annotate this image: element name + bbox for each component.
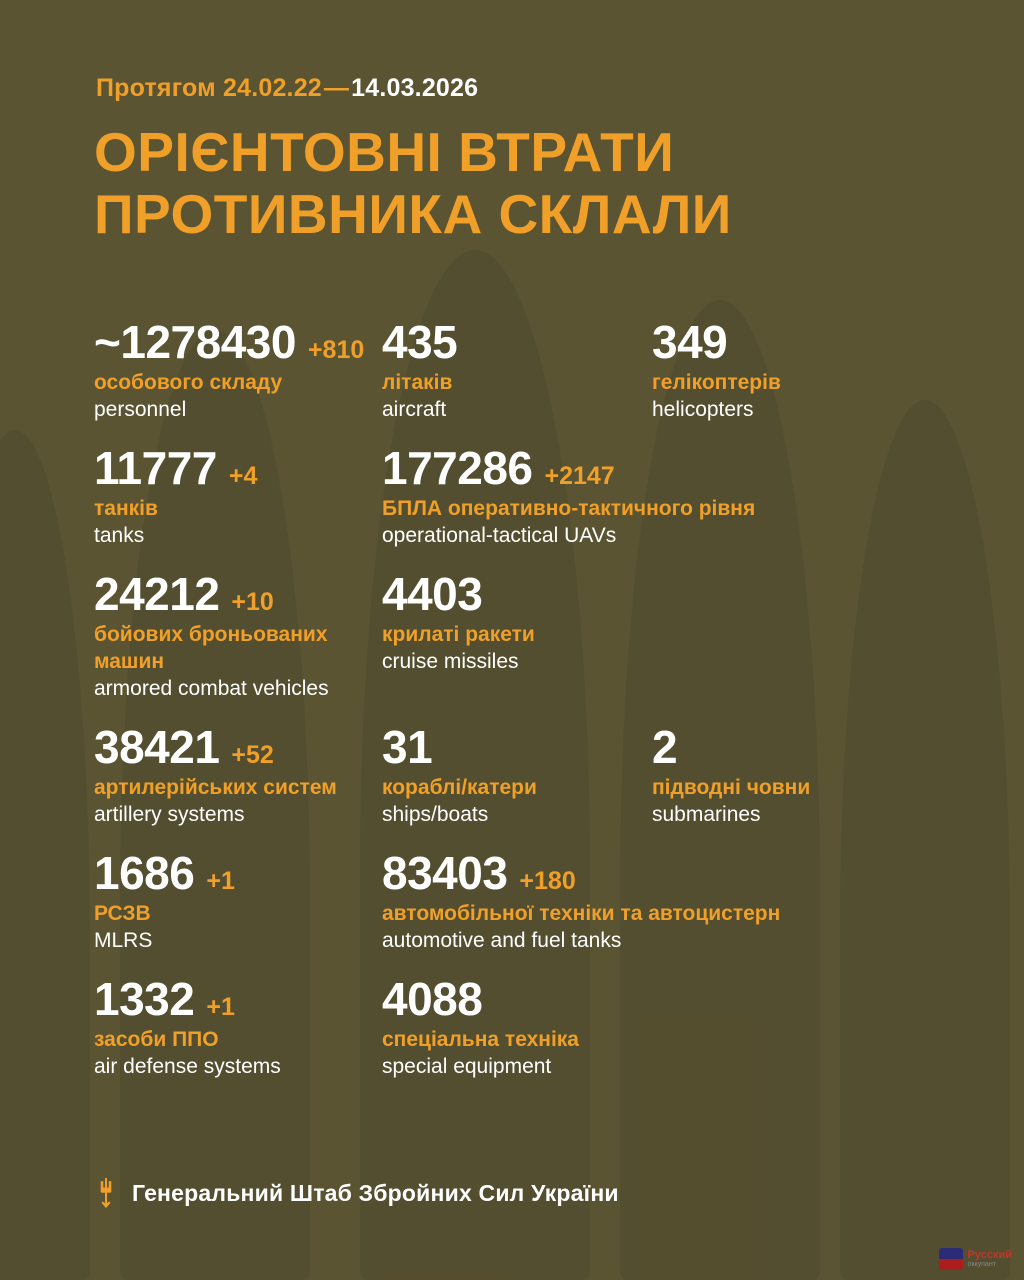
stat-value: 177286 <box>382 442 533 495</box>
stat-armored <box>0 570 382 703</box>
footer-text: Генеральний Штаб Збройних Сил України <box>132 1179 619 1206</box>
stats-row <box>0 570 1024 703</box>
period-end: 14.03.2026 <box>351 74 479 102</box>
stats-row <box>0 723 1024 829</box>
stat-label-ua: засоби ППО <box>94 1028 219 1052</box>
title-line-1: ОРІЄНТОВНІ ВТРАТИ <box>94 121 675 183</box>
stat-delta: +52 <box>231 741 274 770</box>
footer <box>96 1178 619 1208</box>
stat-label-ua: особового складу <box>94 371 283 395</box>
watermark-subtitle: оккупант <box>967 1261 996 1269</box>
stat-label-ua: підводні човни <box>652 776 811 800</box>
stat-submarines <box>652 723 924 829</box>
stat-value: 1686 <box>94 847 195 900</box>
stat-label-en: ships/boats <box>382 803 489 827</box>
stat-value: ~1278430 <box>94 316 296 368</box>
stat-artillery <box>0 723 382 829</box>
title-line-2: ПРОТИВНИКА СКЛАЛИ <box>94 182 732 245</box>
stat-delta: +180 <box>519 867 576 896</box>
stat-label-en: MLRS <box>94 929 153 953</box>
stat-label-en: aircraft <box>382 398 447 422</box>
trident-icon <box>96 1178 116 1208</box>
stat-delta: +2147 <box>544 462 615 491</box>
stat-value: 83403 <box>382 847 508 900</box>
stat-label-en: cruise missiles <box>382 650 519 674</box>
stats-row <box>0 318 1024 424</box>
stat-delta: +1 <box>206 993 235 1022</box>
stat-value: 1332 <box>94 973 195 1026</box>
stat-delta: +810 <box>307 336 365 364</box>
stat-air-defense <box>0 975 382 1081</box>
stats-grid <box>0 318 1024 1101</box>
stat-tanks <box>0 444 382 550</box>
stat-label-ua: БПЛА оперативно-тактичного рівня <box>382 497 756 521</box>
stat-label-en: personnel <box>94 398 187 422</box>
stat-delta: +4 <box>228 462 258 491</box>
stat-value: 4403 <box>382 568 483 621</box>
stat-mlrs <box>0 849 382 955</box>
stat-label-ua: спеціальна техніка <box>382 1028 579 1052</box>
stat-label-ua: бойових броньованих машин <box>94 623 328 674</box>
stat-label-en: automotive and fuel tanks <box>382 929 622 953</box>
stat-value: 38421 <box>94 721 220 774</box>
period-start: Протягом 24.02.22 <box>96 74 322 102</box>
stat-label-ua: гелікоптерів <box>652 371 781 395</box>
stat-value: 435 <box>382 316 458 368</box>
stat-ships <box>382 723 652 829</box>
stat-label-en: artillery systems <box>94 803 245 827</box>
stat-cruise-missiles <box>382 570 942 676</box>
stat-aircraft <box>382 318 652 424</box>
stat-delta: +10 <box>231 588 274 617</box>
stat-helicopters <box>652 318 924 424</box>
stat-label-en: operational-tactical UAVs <box>382 524 617 548</box>
stat-label-en: helicopters <box>652 398 754 422</box>
stat-label-ua: РСЗВ <box>94 902 151 926</box>
page-title <box>94 122 732 245</box>
stat-value: 4088 <box>382 973 483 1026</box>
stat-label-ua: кораблі/катери <box>382 776 537 800</box>
stat-uavs <box>382 444 942 550</box>
period-dash: — <box>323 74 350 102</box>
watermark-badge-icon <box>939 1248 963 1270</box>
stat-delta: +1 <box>206 867 235 896</box>
watermark-title-text: Русский <box>967 1248 1012 1261</box>
period-line <box>96 74 478 103</box>
watermark-title <box>968 1250 1012 1269</box>
stat-special-equipment <box>382 975 942 1081</box>
stat-label-en: tanks <box>94 524 145 548</box>
stat-label-en: special equipment <box>382 1055 552 1079</box>
watermark <box>939 1248 1012 1270</box>
stat-label-ua: літаків <box>382 371 453 395</box>
stat-label-ua: автомобільної техніки та автоцистерн <box>382 902 781 926</box>
stat-value: 2 <box>652 721 678 774</box>
stat-value: 349 <box>652 316 728 368</box>
stat-value: 24212 <box>94 568 220 621</box>
stat-label-en: submarines <box>652 803 761 827</box>
stat-automotive <box>382 849 942 955</box>
stats-row <box>0 444 1024 550</box>
stat-label-ua: танків <box>94 497 158 521</box>
stat-value: 31 <box>382 721 433 774</box>
stats-row <box>0 849 1024 955</box>
stat-value: 11777 <box>94 442 217 495</box>
stat-label-ua: крилаті ракети <box>382 623 535 647</box>
stat-label-en: armored combat vehicles <box>94 677 329 701</box>
stat-label-en: air defense systems <box>94 1055 281 1079</box>
stat-personnel <box>0 318 382 424</box>
stats-row <box>0 975 1024 1081</box>
stat-label-ua: артилерійських систем <box>94 776 337 800</box>
